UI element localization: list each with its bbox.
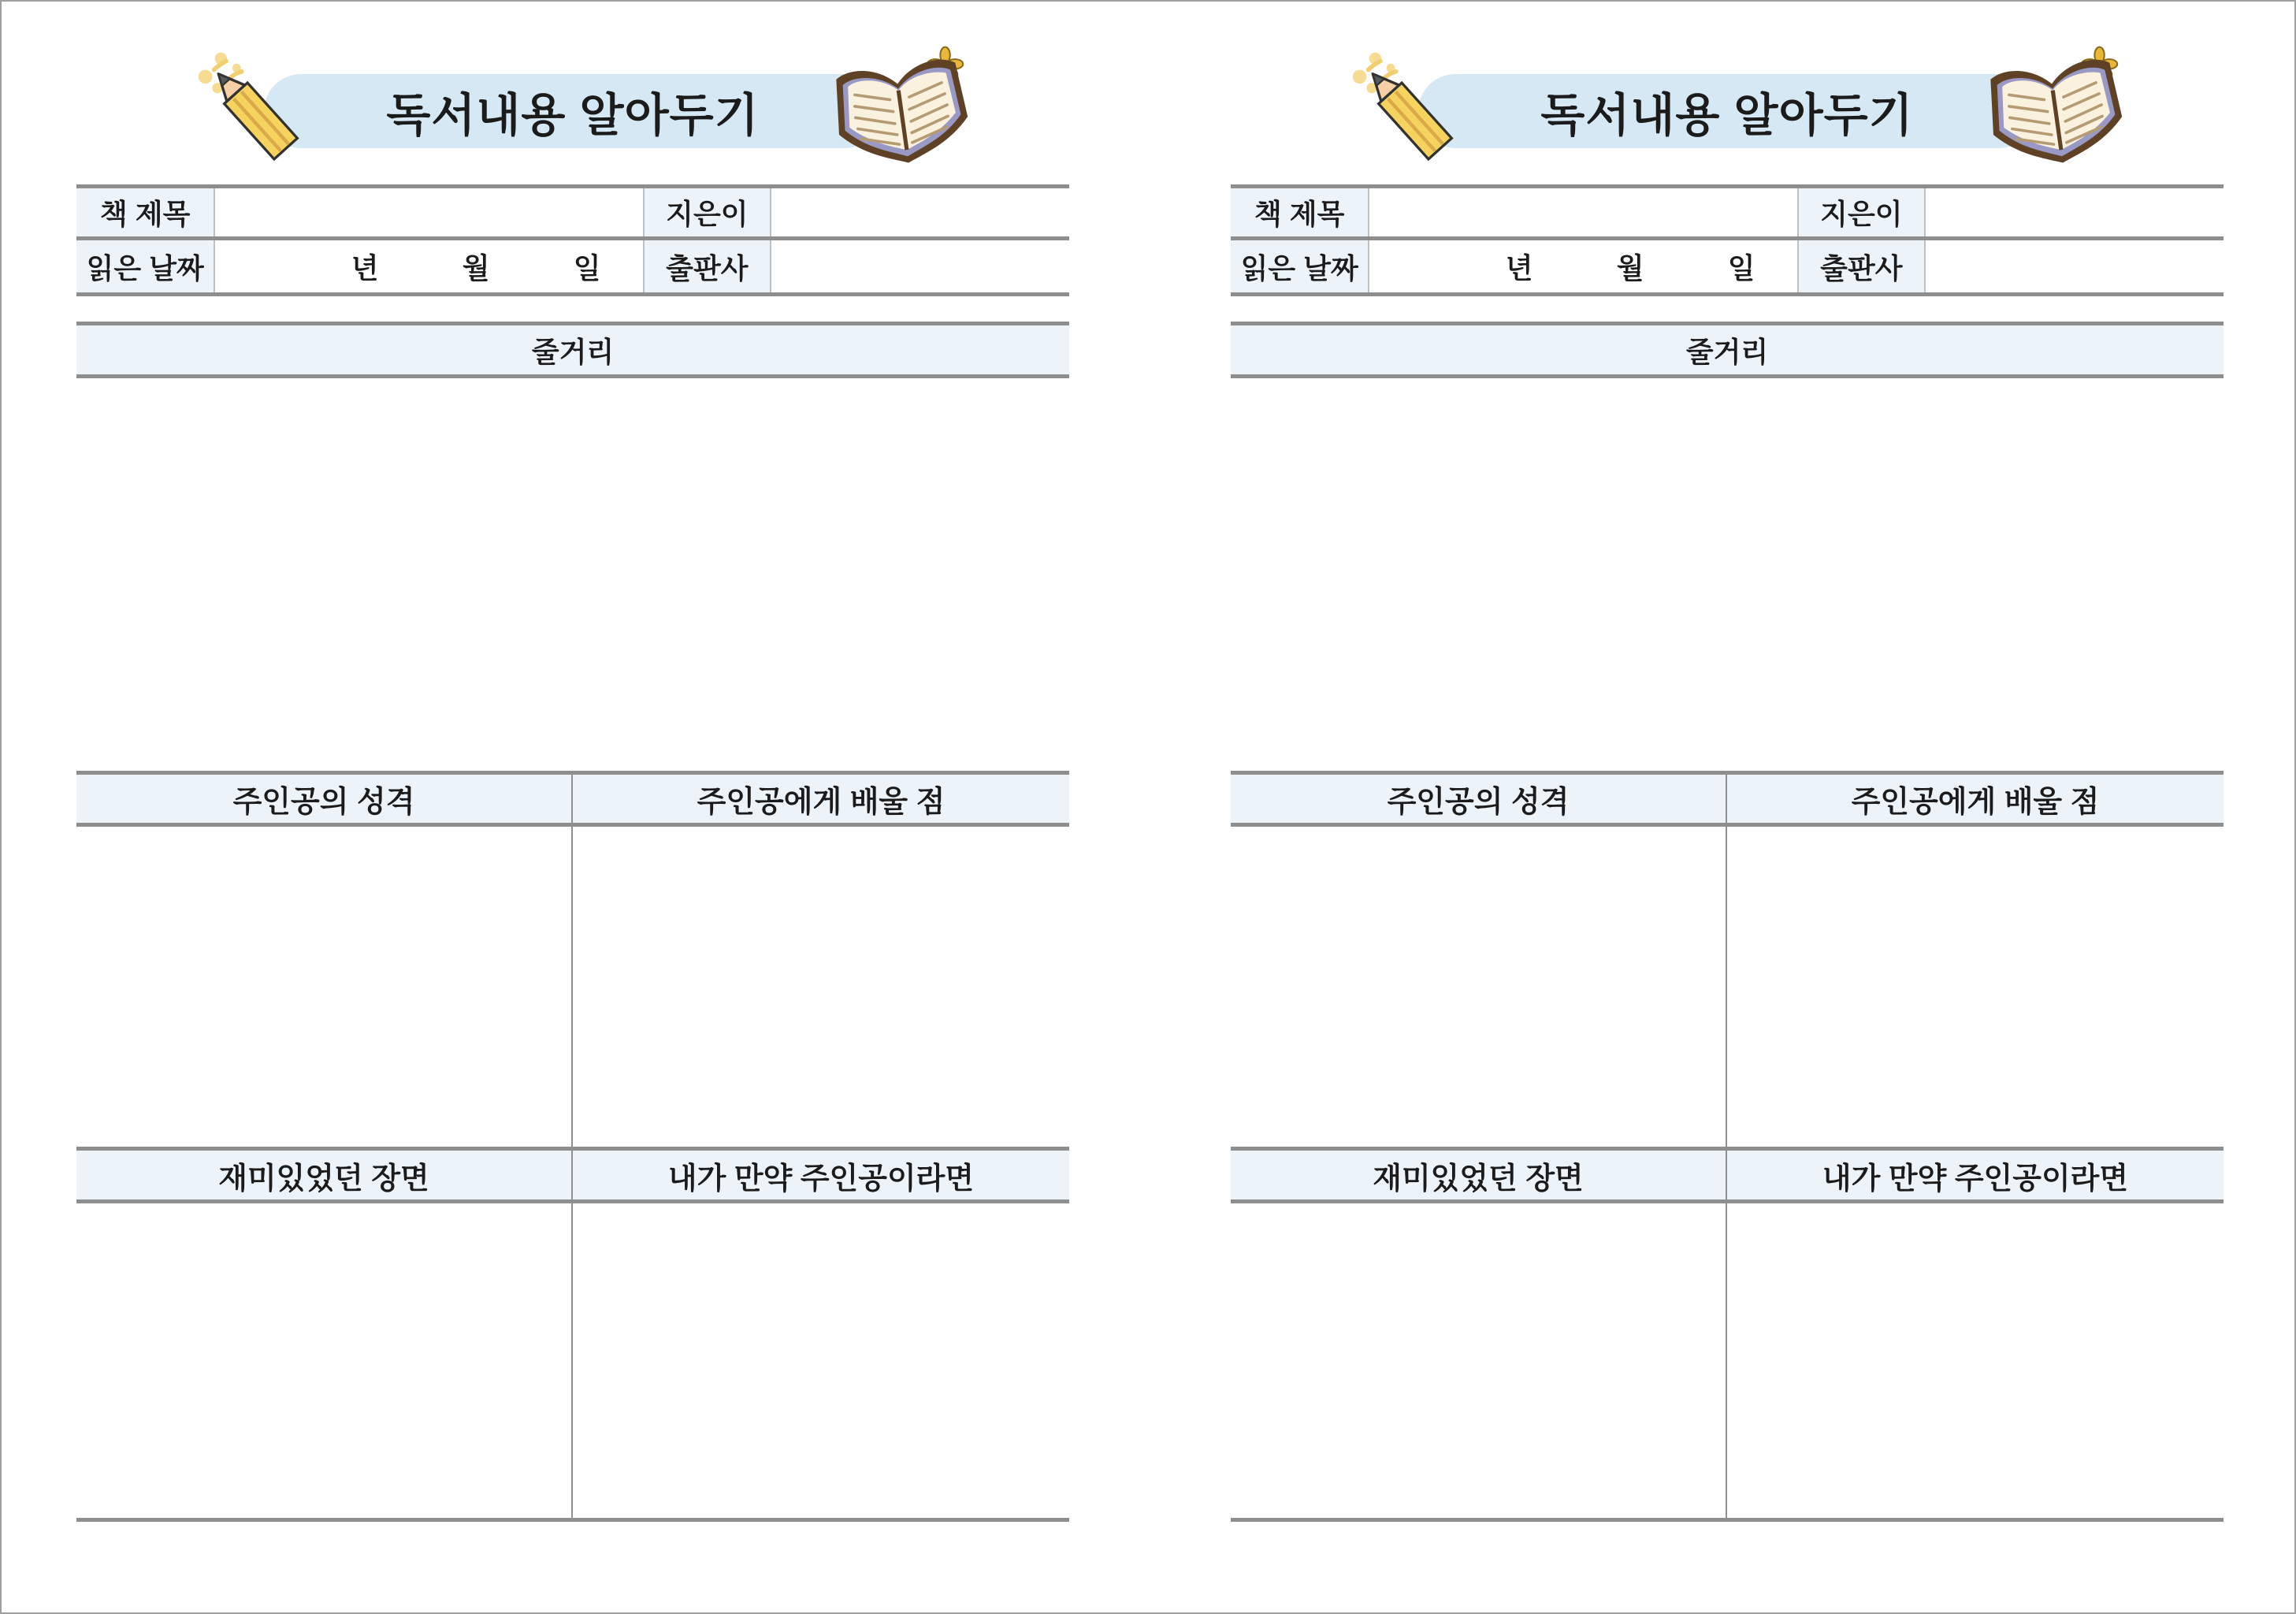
section-body-row <box>1231 827 2224 1147</box>
table-row <box>76 240 1069 292</box>
table-row <box>1231 240 2224 292</box>
month-label: 월 <box>1616 251 1644 284</box>
scene-header-cell: 재미있었던 장면 <box>1231 1151 1727 1199</box>
learn-header-cell: 주인공에게 배울 점 <box>697 786 946 819</box>
publisher-label: 출판사 <box>1799 240 1926 292</box>
summary-label: 줄거리 <box>531 335 615 368</box>
section-header-row <box>76 771 1069 827</box>
title-banner <box>264 74 882 148</box>
scene-header-cell: 재미있었던 장면 <box>76 1151 573 1199</box>
learn-header-cell: 주인공에게 배울 점 <box>1851 786 2100 819</box>
table-row <box>76 188 1069 240</box>
read-date-field[interactable] <box>215 240 644 292</box>
open-book-icon <box>822 41 984 180</box>
author-field[interactable] <box>771 188 1069 236</box>
author-label: 지은이 <box>645 188 771 236</box>
book-title-label: 책 제목 <box>76 188 215 236</box>
book-title-field[interactable] <box>215 188 644 236</box>
pencil-icon <box>1346 47 1484 186</box>
publisher-field[interactable] <box>1926 240 2224 292</box>
day-label: 일 <box>573 251 601 284</box>
month-label: 월 <box>462 251 490 284</box>
summary-header <box>1231 322 2224 378</box>
open-book-icon <box>1976 41 2138 180</box>
year-label: 년 <box>1505 251 1533 284</box>
summary-label: 줄거리 <box>1685 335 1769 368</box>
if-protagonist-writing-area[interactable] <box>1727 1203 2224 1518</box>
title-banner <box>1418 74 2036 148</box>
scene-writing-area[interactable] <box>76 1203 573 1518</box>
bottom-sections <box>76 771 1069 1522</box>
if-protagonist-writing-area[interactable] <box>573 1203 1069 1518</box>
bottom-sections <box>1231 771 2224 1522</box>
personality-header-cell: 주인공의 성격 <box>76 775 573 823</box>
if-protagonist-header-cell: 내가 만약 주인공이라면 <box>1822 1162 2129 1196</box>
worksheet-page-left <box>76 2 1069 1614</box>
scene-writing-area[interactable] <box>1231 1203 1727 1518</box>
personality-writing-area[interactable] <box>1231 827 1727 1147</box>
summary-header <box>76 322 1069 378</box>
personality-writing-area[interactable] <box>76 827 573 1147</box>
section-header-row <box>76 1147 1069 1203</box>
section-header-row <box>1231 771 2224 827</box>
learn-writing-area[interactable] <box>1727 827 2224 1147</box>
read-date-field[interactable] <box>1369 240 1798 292</box>
learn-writing-area[interactable] <box>573 827 1069 1147</box>
read-date-label: 읽은 날짜 <box>1231 240 1369 292</box>
book-title-label: 책 제목 <box>1231 188 1369 236</box>
summary-writing-area[interactable] <box>76 378 1069 771</box>
author-label: 지은이 <box>1799 188 1926 236</box>
section-header-row <box>1231 1147 2224 1203</box>
year-label: 년 <box>351 251 379 284</box>
book-title-field[interactable] <box>1369 188 1798 236</box>
page-title: 독서내용 알아두기 <box>1540 90 1914 141</box>
personality-header-cell: 주인공의 성격 <box>1231 775 1727 823</box>
author-field[interactable] <box>1926 188 2224 236</box>
read-date-label: 읽은 날짜 <box>76 240 215 292</box>
day-label: 일 <box>1727 251 1755 284</box>
worksheet-page-right <box>1231 2 2224 1614</box>
book-info-table <box>1231 184 2224 296</box>
publisher-label: 출판사 <box>645 240 771 292</box>
section-body-row <box>1231 1203 2224 1522</box>
publisher-field[interactable] <box>771 240 1069 292</box>
section-body-row <box>76 827 1069 1147</box>
pencil-icon <box>191 47 330 186</box>
summary-writing-area[interactable] <box>1231 378 2224 771</box>
if-protagonist-header-cell: 내가 만약 주인공이라면 <box>667 1162 975 1196</box>
section-body-row <box>76 1203 1069 1522</box>
table-row <box>1231 188 2224 240</box>
page-title: 독서내용 알아두기 <box>386 90 760 141</box>
book-info-table <box>76 184 1069 296</box>
